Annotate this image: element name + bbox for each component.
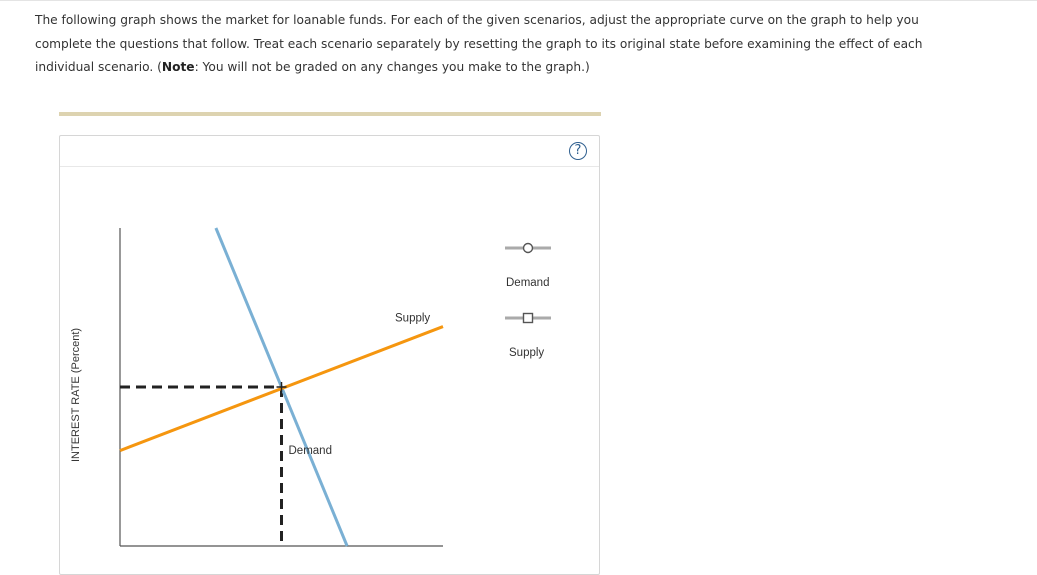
instructions-line-1: The following graph shows the market for loanable funds. For each of the given scenarios, adjust the appropriate curve on the graph to help you [35,13,919,27]
supply-legend-label: Supply [509,347,545,359]
supply-curve-label: Supply [395,312,431,325]
y-axis-label: INTEREST RATE (Percent) [70,327,82,462]
instructions-note-bold: Note [161,60,195,74]
help-button[interactable]: ? [569,142,587,160]
instructions-line-3-pre: individual scenario. ( [35,60,162,74]
supply-legend-square-icon[interactable] [524,314,533,323]
demand-legend-label: Demand [506,277,550,289]
instructions-line-3-post: : You will not be graded on any changes you make to the graph.) [194,60,590,74]
instructions-line-2: complete the questions that follow. Treat each scenario separately by resetting the graph to its original state before examining the effect of each [35,36,923,51]
demand-curve-label: Demand [288,444,332,457]
demand-legend-circle-icon[interactable] [524,244,533,253]
